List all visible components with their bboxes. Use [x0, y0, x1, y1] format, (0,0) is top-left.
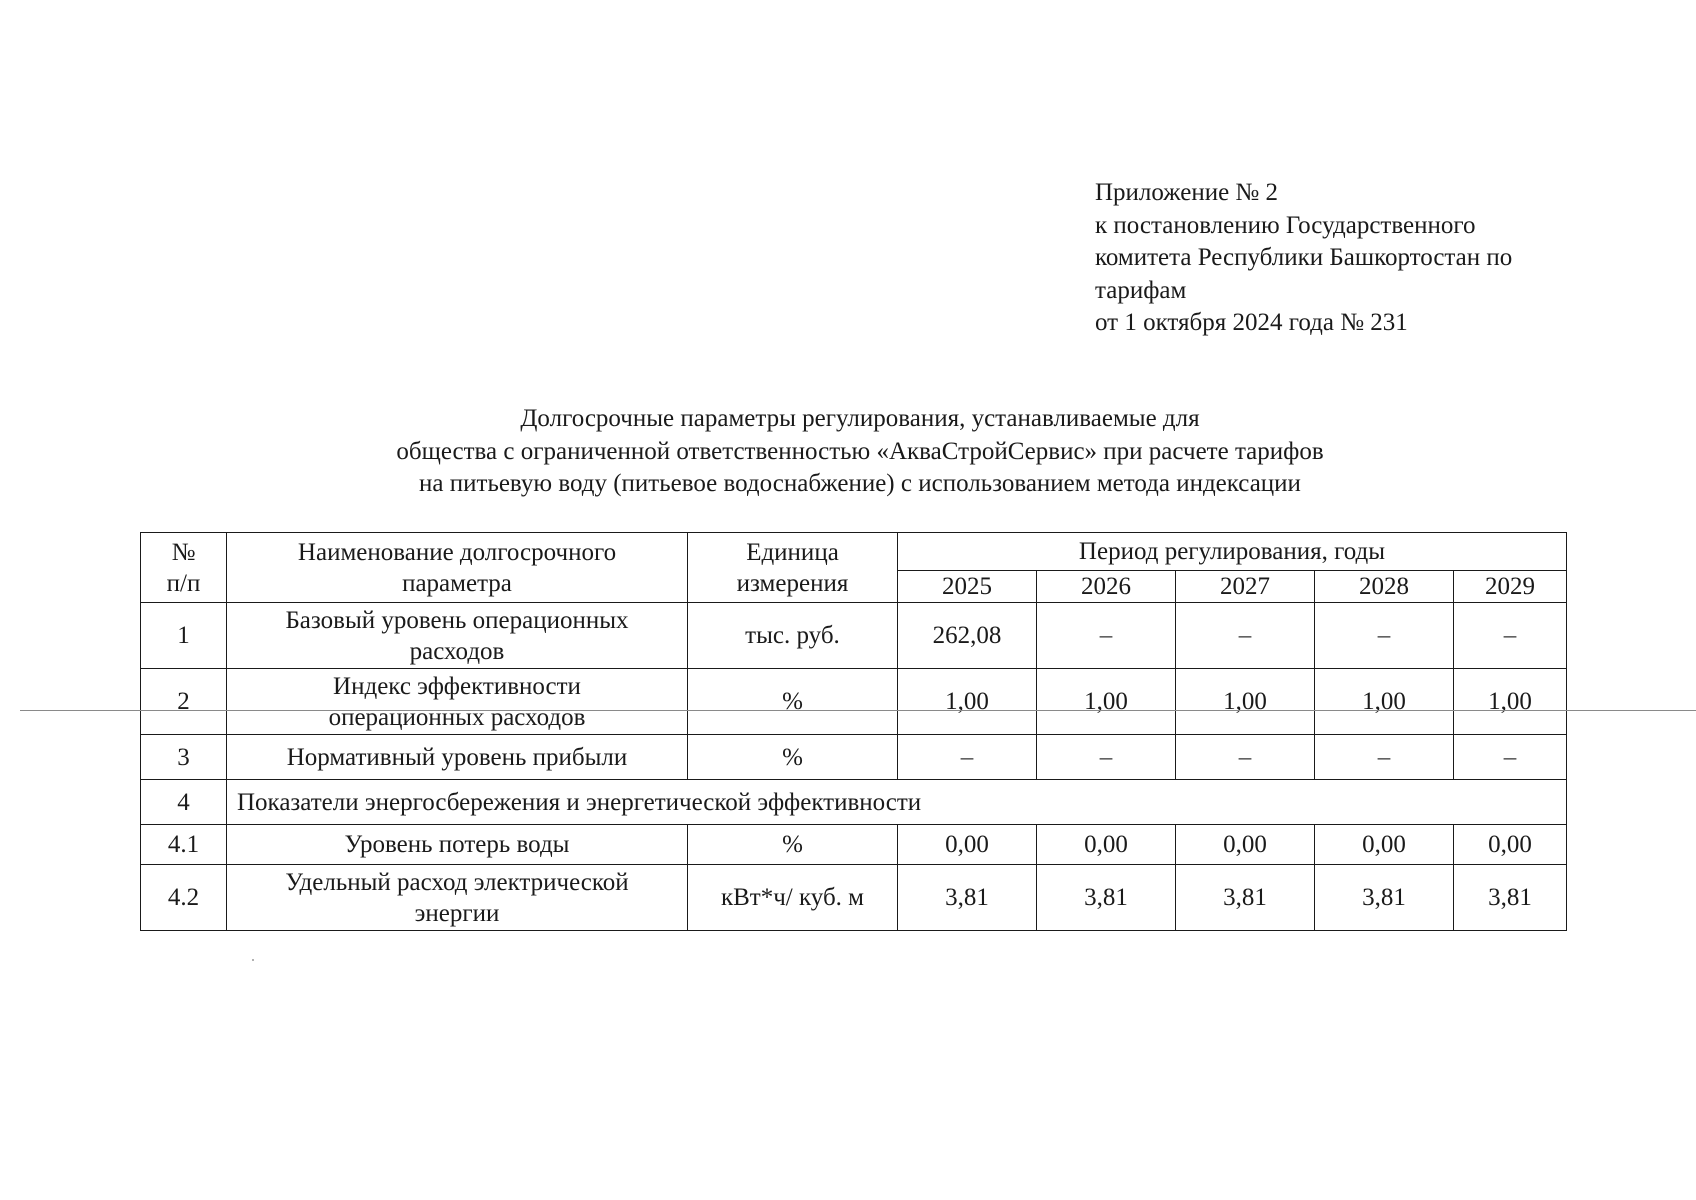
- row-value: 1,00: [1037, 669, 1176, 735]
- table-header-row: [141, 533, 1567, 571]
- header-parameter-name-line1: Наименование долгосрочного: [297, 538, 617, 566]
- row-unit: кВт*ч/ куб. м: [688, 865, 898, 931]
- row-value: –: [1315, 603, 1454, 669]
- row-number: 4.2: [141, 865, 227, 931]
- row-value: 1,00: [1454, 669, 1567, 735]
- row-unit: %: [688, 825, 898, 865]
- row-unit: %: [688, 669, 898, 735]
- row-parameter-name: [227, 603, 688, 669]
- header-period: Период регулирования, годы: [898, 533, 1567, 571]
- row-value: –: [898, 735, 1037, 780]
- row-number: 1: [141, 603, 227, 669]
- row-value: 3,81: [898, 865, 1037, 931]
- row-value: –: [1176, 735, 1315, 780]
- appendix-line: к постановлению Государственного: [1095, 211, 1476, 239]
- scan-fold-line: [20, 710, 1696, 711]
- row-value: –: [1176, 603, 1315, 669]
- table-row: [141, 825, 1567, 865]
- row-number: 3: [141, 735, 227, 780]
- header-unit: [688, 533, 898, 603]
- header-unit-line2: измерения: [736, 569, 849, 597]
- row-value: 0,00: [898, 825, 1037, 865]
- header-year: 2029: [1454, 571, 1567, 603]
- row-parameter-name-line2: расходов: [409, 637, 505, 665]
- appendix-line: Приложение № 2: [1095, 179, 1279, 206]
- table-row: [141, 735, 1567, 780]
- row-value: 262,08: [898, 603, 1037, 669]
- title-line: общества с ограниченной ответственностью «АкваСтройСервис» при расчете тарифов: [396, 437, 1324, 465]
- row-number: 4.1: [141, 825, 227, 865]
- row-parameter-name-line2: энергии: [414, 899, 500, 927]
- scan-speck: [252, 959, 254, 961]
- row-parameter-name-line1: Индекс эффективности: [333, 672, 581, 700]
- row-value: –: [1037, 735, 1176, 780]
- appendix-line: комитета Республики Башкортостан по: [1095, 244, 1513, 271]
- row-value: 1,00: [1176, 669, 1315, 735]
- row-value: 0,00: [1176, 825, 1315, 865]
- row-value: 1,00: [1315, 669, 1454, 735]
- row-parameter-name: Уровень потерь воды: [227, 825, 688, 865]
- row-parameter-name: Нормативный уровень прибыли: [227, 735, 688, 780]
- title-line: на питьевую воду (питьевое водоснабжение) с использованием метода индексации: [419, 470, 1301, 497]
- row-value: 3,81: [1037, 865, 1176, 931]
- header-year: 2025: [898, 571, 1037, 603]
- row-parameter-name: [227, 669, 688, 735]
- appendix-line: тарифам: [1095, 276, 1187, 304]
- header-year: 2027: [1176, 571, 1315, 603]
- parameters-table: [140, 532, 1567, 931]
- row-value: 1,00: [898, 669, 1037, 735]
- row-value: –: [1454, 735, 1567, 780]
- header-number-line1: №: [171, 538, 196, 566]
- row-number: 4: [141, 780, 227, 825]
- appendix-line: от 1 октября 2024 года № 231: [1095, 309, 1408, 336]
- header-parameter-name: [227, 533, 688, 603]
- row-value: 0,00: [1454, 825, 1567, 865]
- row-value: –: [1454, 603, 1567, 669]
- row-parameter-name: [227, 865, 688, 931]
- row-value: 0,00: [1315, 825, 1454, 865]
- row-value: 3,81: [1454, 865, 1567, 931]
- header-number-line2: п/п: [166, 569, 201, 597]
- header-parameter-name-line2: параметра: [402, 569, 512, 597]
- row-parameter-name-line1: Базовый уровень операционных: [285, 606, 629, 634]
- header-unit-line1: Единица: [746, 538, 839, 566]
- table-row: [141, 669, 1567, 735]
- header-number: [141, 533, 227, 603]
- table-row: [141, 603, 1567, 669]
- row-unit: %: [688, 735, 898, 780]
- appendix-note: [1095, 177, 1655, 340]
- row-value: 3,81: [1176, 865, 1315, 931]
- title-line: Долгосрочные параметры регулирования, устанавливаемые для: [520, 405, 1200, 432]
- row-value: 3,81: [1315, 865, 1454, 931]
- row-value: 0,00: [1037, 825, 1176, 865]
- header-year: 2028: [1315, 571, 1454, 603]
- row-parameter-name-line1: Удельный расход электрической: [285, 868, 629, 896]
- section-title: Показатели энергосбережения и энергетической эффективности: [227, 780, 1567, 825]
- row-value: –: [1315, 735, 1454, 780]
- document-title: [270, 403, 1450, 501]
- table-section-row: [141, 780, 1567, 825]
- row-number: 2: [141, 669, 227, 735]
- header-year: 2026: [1037, 571, 1176, 603]
- row-parameter-name-line2: операционных расходов: [328, 703, 586, 731]
- table-row: [141, 865, 1567, 931]
- row-value: –: [1037, 603, 1176, 669]
- row-unit: тыс. руб.: [688, 603, 898, 669]
